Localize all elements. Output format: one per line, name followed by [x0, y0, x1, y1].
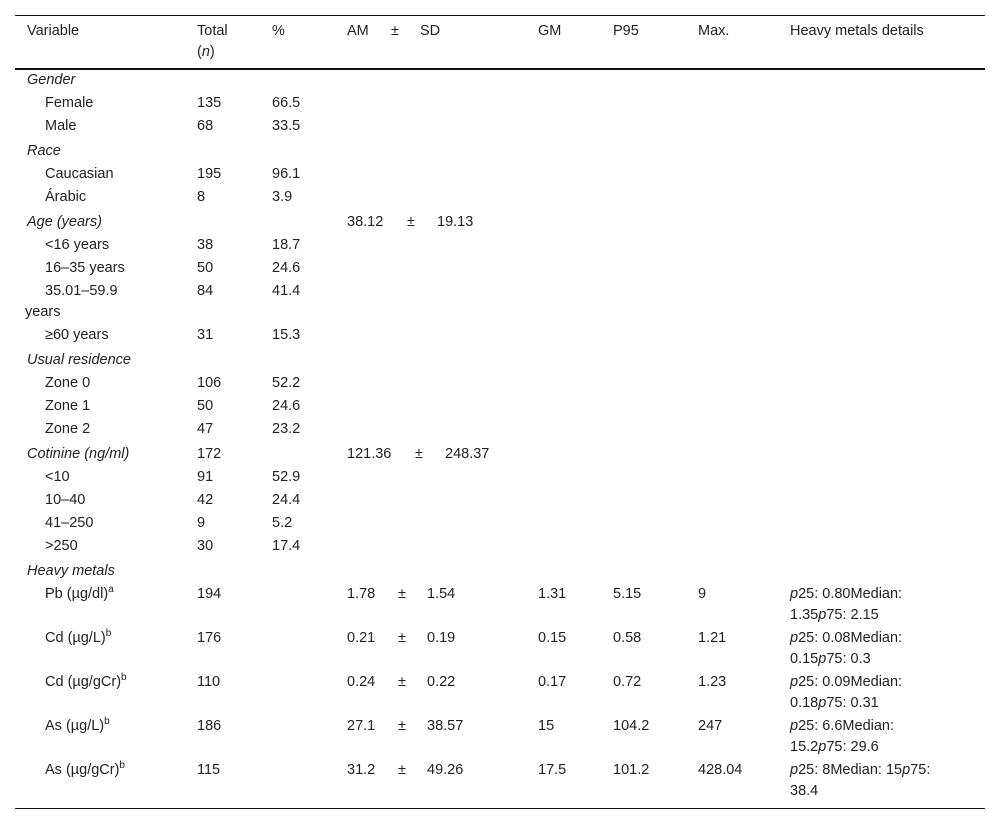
metal-gm: 0.15: [538, 630, 567, 646]
metal-label-footnote: b: [104, 716, 110, 728]
row-total: 47: [197, 421, 214, 437]
detail-p25: : 0.09Median:: [814, 674, 903, 690]
metal-total: 110: [197, 674, 221, 690]
metal-label-text: Cd (µg/L): [45, 630, 106, 646]
detail-p75-num: 75: [826, 651, 843, 667]
section-age: Age (years): [27, 214, 102, 230]
metal-sd: 49.26: [427, 762, 464, 778]
section-race: Race: [27, 143, 61, 159]
row-percent: 66.5: [272, 95, 301, 111]
metal-details: [790, 672, 902, 714]
header-percent: %: [272, 23, 285, 39]
detail-p75: : 29.6: [842, 739, 879, 755]
detail-p-label: p: [790, 586, 799, 602]
metal-label: [45, 760, 125, 781]
detail-p-label: p: [790, 630, 799, 646]
metal-sd: 0.19: [427, 630, 456, 646]
metal-label-footnote: a: [108, 584, 114, 596]
metal-max: 247: [698, 718, 723, 734]
metal-max: 1.23: [698, 674, 727, 690]
row-label: Female: [45, 95, 94, 111]
section-cotinine: Cotinine (ng/ml): [27, 446, 130, 462]
detail-p-label: p: [790, 674, 799, 690]
row-total: 68: [197, 118, 214, 134]
row-total: 106: [197, 375, 222, 391]
metal-pm: ±: [398, 674, 406, 690]
detail-p75-num: 75: [910, 762, 927, 778]
metal-sd: 1.54: [427, 586, 456, 602]
table-top-rule: [15, 15, 985, 16]
detail-p25: : 0.08Median:: [814, 630, 903, 646]
metal-label-text: As (µg/L): [45, 718, 105, 734]
header-total-n: n: [201, 44, 210, 60]
row-total: 50: [197, 398, 214, 414]
age-am: 38.12: [347, 214, 384, 230]
detail-p75-num: 75: [826, 739, 843, 755]
metal-max: 428.04: [698, 762, 743, 778]
row-total: 84: [197, 283, 214, 299]
detail-p-label: p: [790, 762, 799, 778]
detail-p25: : 6.6Median:: [814, 718, 895, 734]
row-total: 30: [197, 538, 214, 554]
detail-p75: : 0.31: [842, 695, 879, 711]
metal-label-text: Cd (µg/gCr): [45, 674, 122, 690]
cotinine-pm: ±: [415, 446, 423, 462]
metal-pm: ±: [398, 718, 406, 734]
header-pm: ±: [391, 23, 399, 39]
row-percent: 15.3: [272, 327, 301, 343]
metal-label-footnote: b: [105, 628, 112, 640]
row-percent: 24.6: [272, 260, 301, 276]
detail-median: 1.35: [790, 607, 819, 623]
detail-p25-num: 25: [798, 762, 815, 778]
metal-max: 9: [698, 586, 707, 602]
metal-p95: 0.58: [613, 630, 642, 646]
row-label: Zone 1: [45, 398, 91, 414]
detail-median: 15.2: [790, 739, 819, 755]
row-total: 9: [197, 515, 206, 531]
metal-sd: 0.22: [427, 674, 456, 690]
header-sd: SD: [420, 23, 441, 39]
metal-total: 176: [197, 630, 222, 646]
row-percent: 3.9: [272, 189, 293, 205]
row-percent: 41.4: [272, 283, 301, 299]
detail-p25-num: 25: [798, 586, 815, 602]
detail-p25: : 0.80Median:: [814, 586, 903, 602]
detail-median: 0.15: [790, 651, 819, 667]
row-total: 135: [197, 95, 222, 111]
metal-pm: ±: [398, 762, 406, 778]
row-percent: 24.4: [272, 492, 301, 508]
row-percent: 33.5: [272, 118, 301, 134]
row-label: Zone 0: [45, 375, 91, 391]
row-label: 10–40: [45, 492, 86, 508]
row-label: >250: [45, 538, 78, 554]
row-percent: 52.2: [272, 375, 301, 391]
row-total: 50: [197, 260, 214, 276]
row-label: Árabic: [45, 189, 87, 205]
row-percent: 23.2: [272, 421, 301, 437]
detail-p-label: p: [818, 739, 827, 755]
row-percent: 24.6: [272, 398, 301, 414]
row-percent: 17.4: [272, 538, 301, 554]
metal-p95: 5.15: [613, 586, 642, 602]
metal-p95: 0.72: [613, 674, 642, 690]
metal-am: 31.2: [347, 762, 376, 778]
detail-p-label: p: [818, 651, 827, 667]
metal-pm: ±: [398, 630, 406, 646]
row-total: 195: [197, 166, 222, 182]
detail-p-label: p: [818, 607, 827, 623]
detail-p75: : 2.15: [842, 607, 879, 623]
row-label: 41–250: [45, 515, 94, 531]
row-label: <16 years: [45, 237, 110, 253]
row-label: Caucasian: [45, 166, 114, 182]
row-total: 8: [197, 189, 206, 205]
metal-label: [45, 672, 127, 693]
row-total: 91: [197, 469, 214, 485]
metal-details: [790, 760, 930, 802]
detail-p75-value: 38.4: [790, 783, 819, 799]
row-label: ≥60 years: [45, 327, 109, 343]
row-percent: 18.7: [272, 237, 301, 253]
metal-gm: 15: [538, 718, 555, 734]
detail-p25-num: 25: [798, 674, 815, 690]
header-bottom-rule: [15, 68, 985, 70]
metal-details: [790, 628, 902, 670]
metal-details: [790, 584, 902, 626]
header-variable: Variable: [27, 23, 80, 39]
detail-p25-num: 25: [798, 630, 815, 646]
metal-gm: 17.5: [538, 762, 567, 778]
metal-label: [45, 628, 111, 649]
detail-p25-num: 25: [798, 718, 815, 734]
row-label: 16–35 years: [45, 260, 125, 276]
row-label-continued: years: [25, 304, 61, 320]
detail-p-label: p: [790, 718, 799, 734]
header-gm: GM: [538, 23, 562, 39]
metal-label: [45, 716, 110, 737]
metal-label-footnote: b: [119, 760, 125, 772]
cotinine-am: 121.36: [347, 446, 392, 462]
metal-p95: 104.2: [613, 718, 650, 734]
cotinine-sd: 248.37: [445, 446, 490, 462]
row-label: <10: [45, 469, 70, 485]
metal-details: [790, 716, 894, 758]
detail-p-label: p: [818, 695, 827, 711]
header-am: AM: [347, 23, 369, 39]
detail-p75: :: [926, 762, 931, 778]
detail-p75-num: 75: [826, 695, 843, 711]
metal-total: 194: [197, 586, 222, 602]
metal-gm: 0.17: [538, 674, 567, 690]
metal-total: 186: [197, 718, 222, 734]
row-percent: 52.9: [272, 469, 301, 485]
metal-label-text: As (µg/gCr): [45, 762, 120, 778]
header-p95: P95: [613, 23, 639, 39]
section-heavy-metals: Heavy metals: [27, 563, 115, 579]
table-bottom-rule: [15, 808, 985, 809]
row-total: 31: [197, 327, 214, 343]
detail-p75-num: 75: [826, 607, 843, 623]
row-label: Male: [45, 118, 77, 134]
metal-p95: 101.2: [613, 762, 650, 778]
metal-label-footnote: b: [121, 672, 127, 684]
row-percent: 96.1: [272, 166, 301, 182]
metal-pm: ±: [398, 586, 406, 602]
cotinine-total: 172: [197, 446, 222, 462]
row-label: 35.01–59.9: [45, 283, 118, 299]
metal-total: 115: [197, 762, 221, 778]
metal-am: 1.78: [347, 586, 376, 602]
row-percent: 5.2: [272, 515, 293, 531]
age-sd: 19.13: [437, 214, 474, 230]
age-pm: ±: [407, 214, 415, 230]
section-residence: Usual residence: [27, 352, 131, 368]
header-total: Total (n): [197, 23, 228, 60]
metal-am: 27.1: [347, 718, 376, 734]
row-total: 42: [197, 492, 214, 508]
detail-median: 0.18: [790, 695, 819, 711]
metal-gm: 1.31: [538, 586, 567, 602]
metal-am: 0.21: [347, 630, 376, 646]
row-label: Zone 2: [45, 421, 91, 437]
metal-sd: 38.57: [427, 718, 464, 734]
detail-p75: : 0.3: [842, 651, 871, 667]
metal-am: 0.24: [347, 674, 376, 690]
metal-max: 1.21: [698, 630, 727, 646]
header-max: Max.: [698, 23, 730, 39]
detail-p25: : 8Median: 15: [814, 762, 903, 778]
header-total-label: Total: [197, 23, 228, 39]
row-total: 38: [197, 237, 214, 253]
metal-label-text: Pb (µg/dl): [45, 586, 109, 602]
header-details: Heavy metals details: [790, 23, 924, 39]
detail-p-label: p: [902, 762, 911, 778]
metal-label: [45, 584, 114, 605]
section-gender: Gender: [27, 72, 76, 88]
